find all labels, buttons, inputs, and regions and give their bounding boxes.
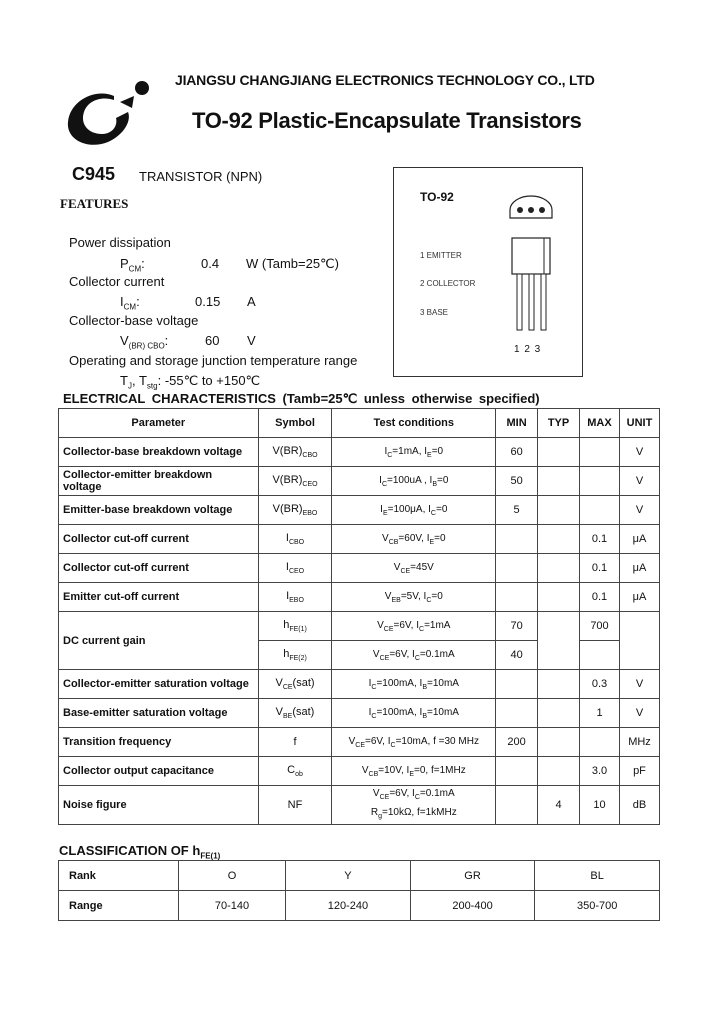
header-cell-3: MIN <box>496 409 538 438</box>
symbol-cell: $V(BR)_{EBO}$ <box>258 496 332 525</box>
table-row <box>59 467 660 496</box>
rank-label-cell: Rank <box>59 861 179 891</box>
package-diagram-box <box>393 167 583 377</box>
unit-cell: dB <box>619 786 659 825</box>
part-type: TRANSISTOR (NPN) <box>139 169 263 184</box>
table-row <box>59 891 660 921</box>
unit-cell: MHz <box>619 728 659 757</box>
table-row <box>59 670 660 699</box>
condition-cell: $I_C=100mA$, $I_B=10mA$ <box>332 699 496 728</box>
icm-value: 0.15 <box>195 294 221 309</box>
table-row <box>59 699 660 728</box>
unit-cell: μA <box>619 554 659 583</box>
min-cell: 5 <box>496 496 538 525</box>
min-cell <box>496 786 538 825</box>
min-cell <box>496 554 538 583</box>
max-cell: 0.1 <box>580 583 620 612</box>
typ-cell <box>538 438 580 467</box>
document-title: TO-92 Plastic-Encapsulate Transistors <box>192 108 582 133</box>
symbol-cell: f <box>258 728 332 757</box>
parameter-cell: DC current gain <box>59 612 259 670</box>
range-label-cell: Range <box>59 891 179 921</box>
unit-cell: μA <box>619 583 659 612</box>
max-cell: 0.1 <box>580 554 620 583</box>
header-cell-5: MAX <box>580 409 620 438</box>
max-cell: 0.3 <box>580 670 620 699</box>
min-cell: 60 <box>496 438 538 467</box>
symbol-cell: $h_{FE(1)}$ <box>258 612 332 641</box>
rank-value-cell: GR <box>410 861 535 891</box>
max-cell <box>580 641 620 670</box>
table-row <box>59 438 660 467</box>
parameter-cell: Collector-base breakdown voltage <box>59 438 259 467</box>
max-cell <box>580 728 620 757</box>
features-heading: FEATURES <box>60 196 129 211</box>
classification-table <box>58 860 660 921</box>
parameter-cell: Collector cut-off current <box>59 554 259 583</box>
vcbo-symbol: $V_{(BR) CBO}$: <box>120 333 169 351</box>
pin-numbers: 1 2 3 <box>514 344 542 355</box>
parameter-cell: Noise figure <box>59 786 259 825</box>
parameter-cell: Emitter-base breakdown voltage <box>59 496 259 525</box>
symbol-cell: $V_{BE}(sat)$ <box>258 699 332 728</box>
min-cell: 40 <box>496 641 538 670</box>
company-logo <box>62 78 154 152</box>
table-row <box>59 583 660 612</box>
vcbo-unit: V <box>247 333 256 348</box>
header-cell-6: UNIT <box>619 409 659 438</box>
symbol-cell: $I_{CBO}$ <box>258 525 332 554</box>
pcm-symbol: $P_{CM}$: <box>120 256 145 274</box>
table-row <box>59 861 660 891</box>
rank-value-cell: O <box>179 861 286 891</box>
vcbo-value: 60 <box>205 333 220 348</box>
unit-cell: V <box>619 496 659 525</box>
condition-cell: $I_C=100mA$, $I_B=10mA$ <box>332 670 496 699</box>
symbol-cell: $I_{CEO}$ <box>258 554 332 583</box>
min-cell: 200 <box>496 728 538 757</box>
min-cell <box>496 699 538 728</box>
typ-cell <box>538 467 580 496</box>
condition-cell: $I_C=1mA$, $I_E=0$ <box>332 438 496 467</box>
typ-cell <box>538 554 580 583</box>
symbol-cell: $V(BR)_{CEO}$ <box>258 467 332 496</box>
min-cell <box>496 757 538 786</box>
symbol-cell: $h_{FE(2)}$ <box>258 641 332 670</box>
unit-cell: V <box>619 670 659 699</box>
table-row <box>59 786 660 825</box>
range-value-cell: 70-140 <box>179 891 286 921</box>
typ-cell <box>538 699 580 728</box>
power-dissipation-label: Power dissipation <box>69 235 171 250</box>
symbol-cell: $V_{CE}(sat)$ <box>258 670 332 699</box>
pin-3-label: 3 BASE <box>420 308 449 317</box>
unit-cell: V <box>619 467 659 496</box>
typ-cell <box>538 525 580 554</box>
to92-package-icon <box>502 188 560 338</box>
typ-cell <box>538 728 580 757</box>
unit-cell <box>619 612 659 670</box>
max-cell <box>580 467 620 496</box>
table-row <box>59 728 660 757</box>
collector-current-label: Collector current <box>69 274 165 289</box>
typ-cell <box>538 583 580 612</box>
max-cell: 10 <box>580 786 620 825</box>
condition-cell: $I_C=100uA$ , $I_B=0$ <box>332 467 496 496</box>
parameter-cell: Transition frequency <box>59 728 259 757</box>
table-row <box>59 612 660 641</box>
classification-title: CLASSIFICATION OF $h_{FE(1)}$ <box>59 843 221 861</box>
min-cell: 70 <box>496 612 538 641</box>
unit-cell: V <box>619 438 659 467</box>
min-cell <box>496 525 538 554</box>
electrical-characteristics-title: ELECTRICAL CHARACTERISTICS (Tamb=25℃ unless otherwise specified) <box>63 391 540 406</box>
header-cell-4: TYP <box>538 409 580 438</box>
icm-symbol: $I_{CM}$: <box>120 294 140 312</box>
unit-cell: V <box>619 699 659 728</box>
max-cell <box>580 496 620 525</box>
table-row <box>59 554 660 583</box>
table-row <box>59 757 660 786</box>
parameter-cell: Collector-emitter breakdown voltage <box>59 467 259 496</box>
header-cell-1: Symbol <box>258 409 332 438</box>
rank-value-cell: Y <box>286 861 411 891</box>
parameter-cell: Collector output capacitance <box>59 757 259 786</box>
condition-cell: $V_{CB}=60V$, $I_E=0$ <box>332 525 496 554</box>
rank-value-cell: BL <box>535 861 660 891</box>
range-value-cell: 350-700 <box>535 891 660 921</box>
condition-cell: $I_E=100\mu A$, $I_C=0$ <box>332 496 496 525</box>
parameter-cell: Collector cut-off current <box>59 525 259 554</box>
package-name: TO-92 <box>420 190 454 204</box>
min-cell: 50 <box>496 467 538 496</box>
pcm-value: 0.4 <box>201 256 220 271</box>
unit-cell: pF <box>619 757 659 786</box>
temperature-range-label: Operating and storage junction temperature range <box>69 353 358 368</box>
typ-cell <box>538 496 580 525</box>
symbol-cell: $I_{EBO}$ <box>258 583 332 612</box>
max-cell: 3.0 <box>580 757 620 786</box>
company-name: JIANGSU CHANGJIANG ELECTRONICS TECHNOLOGY CO., LTD <box>175 72 595 88</box>
condition-cell: $V_{CE}=6V$, $I_C=0.1mA$ <box>332 641 496 670</box>
table-row <box>59 525 660 554</box>
condition-cell: $V_{CE}=6V$, $I_C=1mA$ <box>332 612 496 641</box>
symbol-cell: $V(BR)_{CBO}$ <box>258 438 332 467</box>
condition-cell: $V_{CB}=10V$, $I_E=0$, f=1MHz <box>332 757 496 786</box>
parameter-cell: Emitter cut-off current <box>59 583 259 612</box>
pin-2-label: 2 COLLECTOR <box>420 279 476 288</box>
header-cell-2: Test conditions <box>332 409 496 438</box>
condition-cell: $V_{CE}=45V$ <box>332 554 496 583</box>
typ-cell <box>538 670 580 699</box>
range-value-cell: 200-400 <box>410 891 535 921</box>
part-number: C945 <box>72 164 116 184</box>
electrical-characteristics-table <box>58 408 660 825</box>
header-cell-0: Parameter <box>59 409 259 438</box>
collector-base-voltage-label: Collector-base voltage <box>69 313 199 328</box>
condition-cell: $V_{CE}=6V$, $I_C=10mA$, f =30 MHz <box>332 728 496 757</box>
max-cell: 700 <box>580 612 620 641</box>
condition-cell: $V_{CE}=6V$, $I_C=0.1mA$ $R_g=10k\Omega$, f=1kMHz <box>332 786 496 825</box>
temperature-range-value: $T_J$, $T_{stg}$: -55℃ to +150℃ <box>120 373 261 391</box>
pcm-unit: W (Tamb=25℃) <box>246 256 339 271</box>
symbol-cell: NF <box>258 786 332 825</box>
pin-1-label: 1 EMITTER <box>420 251 462 260</box>
max-cell: 0.1 <box>580 525 620 554</box>
condition-cell: $V_{EB}=5V$, $I_C=0$ <box>332 583 496 612</box>
icm-unit: A <box>247 294 256 309</box>
typ-cell <box>538 612 580 670</box>
symbol-cell: $C_{ob}$ <box>258 757 332 786</box>
table-row <box>59 496 660 525</box>
parameter-cell: Base-emitter saturation voltage <box>59 699 259 728</box>
parameter-cell: Collector-emitter saturation voltage <box>59 670 259 699</box>
min-cell <box>496 583 538 612</box>
typ-cell <box>538 757 580 786</box>
typ-cell: 4 <box>538 786 580 825</box>
max-cell <box>580 438 620 467</box>
min-cell <box>496 670 538 699</box>
table-header-row <box>59 409 660 438</box>
unit-cell: μA <box>619 525 659 554</box>
max-cell: 1 <box>580 699 620 728</box>
range-value-cell: 120-240 <box>286 891 411 921</box>
